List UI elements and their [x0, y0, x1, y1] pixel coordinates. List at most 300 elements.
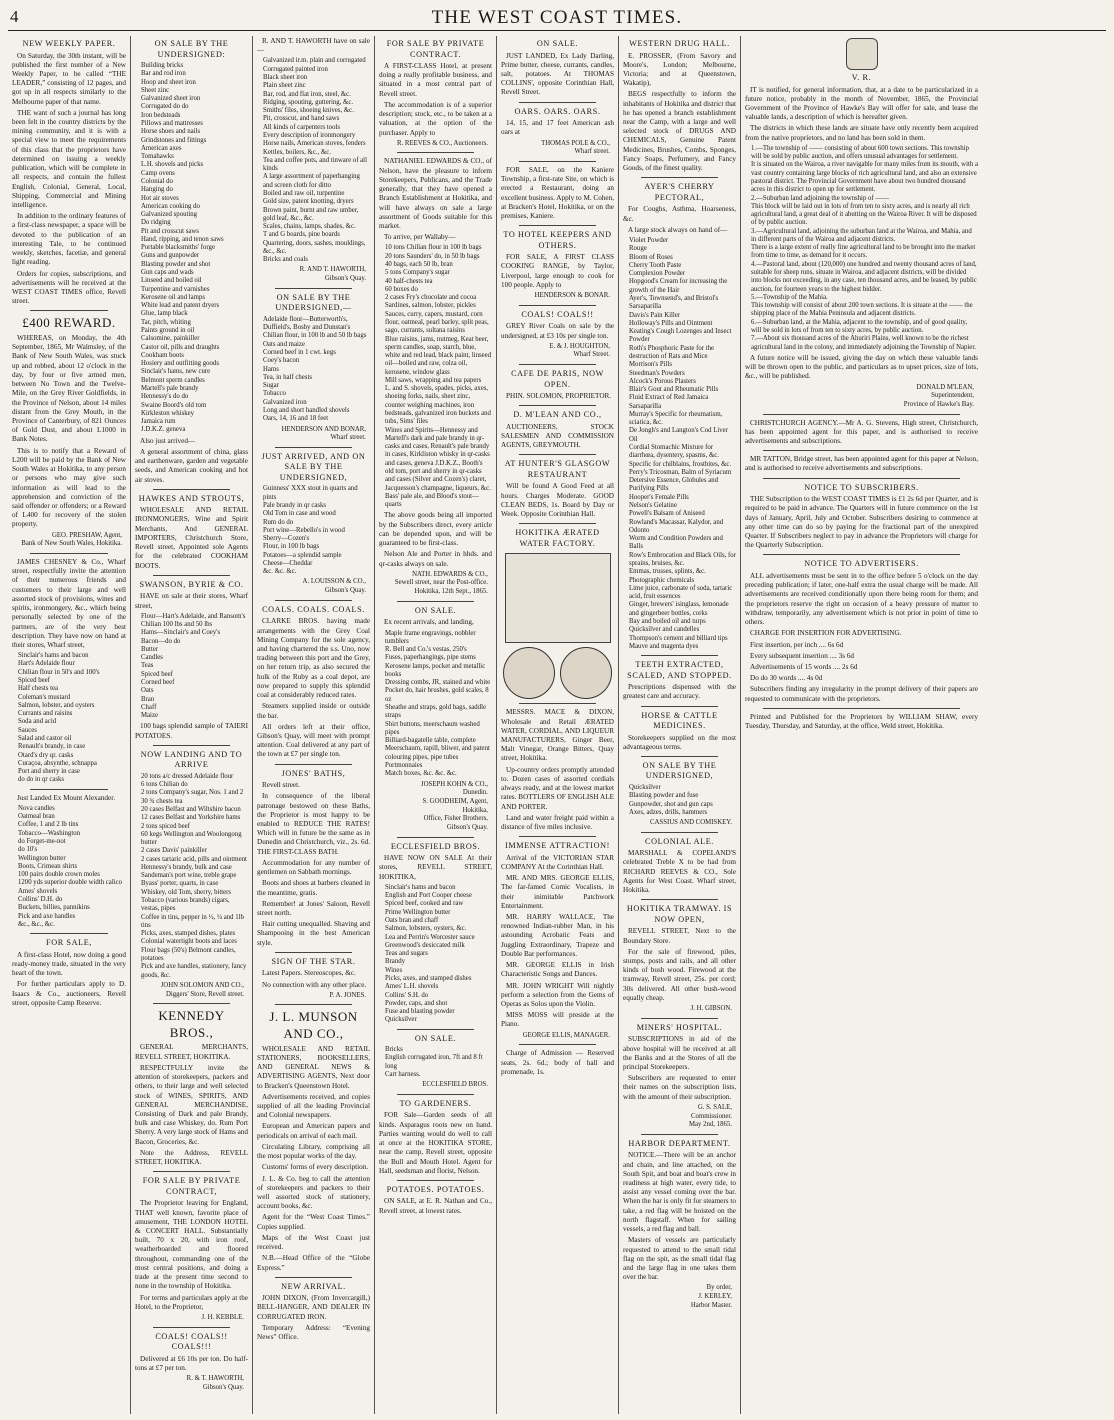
list-item: Hopgood's Cream for increasing the growth of the Hair	[629, 278, 728, 294]
signature-line: Sewell street, near the Post-office.	[394, 579, 488, 587]
divider-rule	[519, 305, 596, 306]
ad-paragraph: BEGS respectfully to inform the inhabitants of Hokitika and district that he has opened a branch establishment near the Camp, with a large and well selected stock of DRUGS AND CHEMICALS, Genuine Patent Medicines, Brushes, Combs, Sponges, Fancy Soaps, Perfumery, and Fancy Goods, of the finest quality.	[623, 90, 736, 173]
divider-rule	[275, 764, 352, 765]
ad-paragraph: Up-country orders promptly attended to. Dozen cases of assorted cordials always ready, and at the lowest market rates. BOTTLERS OF ENGLISH ALE AND PORTER.	[501, 765, 614, 811]
ad-paragraph: No connection with any other place.	[262, 980, 367, 989]
list-item: Quicksilver	[629, 783, 661, 791]
list-item: Jamaica rum	[141, 418, 176, 426]
ad-paragraph: CHRISTCHURCH AGENCY.—Mr A. G. Stevens, High street, Christchurch, has been appointed agent for this paper, and is authorised to receive advertisements and subscriptions.	[745, 418, 978, 445]
list-item: Hennessy's do do	[141, 393, 189, 401]
divider-rule	[275, 1277, 352, 1278]
divider-rule	[763, 478, 960, 479]
list-item: Wellington butter	[18, 854, 66, 862]
list-item: All kinds of carpenters tools	[263, 123, 341, 131]
list-item: Long and short handled shovels	[263, 406, 350, 414]
ad-paragraph: For the sale of firewood, piles, stumps, posts and rails, and all other kinds of bush wood. Firewood at the tramway, Revell street, 25s. per cord; 30s delivered. All other bush-wood equally cheap.	[623, 947, 736, 1002]
list-item: Corned beef in 1 cwt. kegs	[263, 348, 336, 356]
list-item: De Jongh's and Langton's Cod Liver Oil	[629, 427, 728, 443]
list-item: 20 tons a/c dressed Adelaide flour	[141, 772, 234, 780]
list-item: Spiced beef	[141, 670, 173, 678]
divider-rule	[30, 310, 108, 311]
list-item: Flour bags (50's) Belmont candles, potatoes	[141, 946, 236, 962]
list-item: Sheet zinc	[141, 86, 170, 94]
item-list	[379, 244, 492, 509]
ad-paragraph: N.B.—Head Office of the “Globe Express.”	[257, 1254, 370, 1272]
ad-paragraph: MR. AND MRS. GEORGE ELLIS, The far-famed Comic Vocalists, in their inimitable Patchwork Entertainment.	[501, 874, 614, 910]
list-item: Pick and axe handles	[18, 912, 76, 920]
divider-rule	[397, 1094, 474, 1095]
advertisement	[501, 405, 614, 450]
list-item: Butter	[141, 645, 158, 653]
list-item: Ridging, spouting, guttering, &c.	[263, 98, 354, 106]
list-item: Bricks and coals	[263, 256, 308, 264]
item-list	[135, 773, 248, 980]
ad-heading: JUST ARRIVED, AND ON SALE BY THE UNDERSIGNED,	[261, 451, 366, 482]
divider-rule	[519, 225, 596, 226]
list-item: Morrison's Pills	[629, 361, 672, 369]
ad-heading: SWANSON, BYRIE & CO.	[139, 579, 244, 589]
ad-paragraph: IT is notified, for general information, that, at a date to be particularized in a future notice, probably in the month of November, 1865, the Provincial Government of the Province of Hawke's Bay will offer for sale, and lease the valuable lands, a description of which is hereafter given.	[745, 85, 978, 122]
divider-rule	[641, 899, 718, 900]
divider-rule	[153, 575, 230, 576]
signature-line: Hokitika,	[462, 806, 488, 814]
advertisement	[501, 161, 614, 221]
ad-paragraph: WHOLESALE AND RETAIL IRONMONGERS, Wine and Spirit Merchants, And GENERAL IMPORTERS, Christchurch Store, Revell street, Appointed sole Agents for the celebrated COOKHAM BOOTS.	[135, 506, 248, 570]
list-item: Collins' D.H. do	[18, 896, 63, 903]
advertisement	[12, 310, 126, 549]
list-item: Half chests tea	[18, 685, 59, 693]
masthead	[8, 4, 1106, 31]
list-item: 100 pairs double crown moles	[18, 871, 100, 879]
advertisement	[501, 703, 614, 832]
ad-paragraph: ALL advertisements must be sent in to the office before 5 o'clock on the day preceding publication; if later, one-half extra the usual charge will be made. All advertisements are received conditionally upon there being room for them; and the proprietors reserve the right on occasion of a heavy pressure of matter to withdraw, temporarily, any advertisement which is not prior in point of time to others.	[745, 571, 978, 627]
ad-paragraph: Circulating Library, comprising all the most popular works of the day.	[257, 1142, 370, 1161]
list-item: 2 cases Fry's chocolate and cocoa	[385, 294, 477, 302]
list-item: Martell's pale brandy	[141, 384, 199, 392]
list-item: Hanging do	[141, 186, 173, 194]
ad-paragraph: A general assortment of china, glass and earthenware, garden and vegetable seeds, and American cooking and hot air stoves.	[135, 447, 248, 484]
signature-line: Gibson's Quay.	[324, 587, 366, 595]
list-item: Powder, caps, and shot	[385, 999, 448, 1007]
list-item: Bran	[141, 695, 155, 703]
list-item: 3.—Agricultural land, adjoining the suburban land at the Wairoa, and Mahia, and in different parts of the Wairoa and adjacent districts.	[751, 227, 972, 243]
ad-paragraph: JOHN DIXON, (From Invercargill,) BELL-HANGER, AND DEALER IN CORRUGATED IRON.	[257, 1294, 370, 1321]
list-item: Flour—Hart's Adelaide, and Ransom's Chilian 100 lbs and 50 lbs	[141, 612, 246, 628]
list-item: do do in qr casks	[18, 776, 65, 784]
ad-heading: COALS! COALS!! COALS!!!	[155, 1331, 228, 1352]
list-item: 20 tons Saunders' do, in 50 lb bags	[385, 252, 480, 260]
list-item: Sardines, salmon, lobster, pickles	[385, 302, 476, 310]
list-item: Blair's Gout and Rheumatic Pills	[629, 386, 719, 394]
ad-paragraph: For further particulars apply to D. Isaacs & Co., auctioneers, Revell street, opposite Camp Reserve.	[12, 980, 126, 1007]
signature-line: ECCLESFIELD BROS.	[422, 1081, 488, 1089]
column-5	[496, 36, 618, 1414]
list-item: Picks, axes, stamped dishes, plates	[141, 930, 236, 938]
ad-paragraph: Customs' forms of every description.	[262, 1163, 369, 1172]
advertisement	[379, 152, 492, 596]
list-item: Tomahawks	[141, 153, 174, 161]
column-2	[130, 36, 252, 1414]
item-list	[623, 237, 736, 651]
ad-heading: ON SALE BY THE UNDERSIGNED:	[154, 39, 229, 59]
ad-paragraph: For Coughs, Asthma, Hoarseness, &c.	[623, 205, 736, 223]
ad-paragraph: THE Subscription to the WEST COAST TIMES is £1 2s 6d per Quarter, and is required to be paid in advance. The Quarters will in future commence on the 1st days of January, April, July and October. Subscribers desiring to commence at any other time can do so by paying for the fractional part of the unexpired Quarter. If Subscribers neglect to pay in advance the Proprietors will charge for the Quarterly Subscription.	[745, 495, 978, 550]
ad-paragraph: HAVE on sale at their stores, Wharf street,	[135, 592, 248, 610]
list-item: Old Tom in case and wood	[263, 510, 336, 518]
newspaper-title: THE WEST COAST TIMES.	[431, 7, 683, 28]
ad-heading: HOKITIKA TRAMWAY. IS NOW OPEN,	[626, 904, 733, 924]
list-item: Sinclair's hams and bacon	[385, 883, 456, 891]
list-item: Alcock's Porous Plasters	[629, 377, 696, 385]
signature-line: HENDERSON AND BONAR,	[281, 425, 366, 433]
list-item: R. Bell and Co.'s vestas, 250's	[385, 646, 467, 654]
divider-rule	[519, 454, 596, 455]
divider-rule	[397, 601, 474, 602]
ad-heading: FOR SALE,	[46, 938, 92, 948]
list-item: do Forget-me-not	[18, 838, 66, 846]
list-item: Shirt buttons, meerschaum washed pipes	[385, 720, 480, 736]
list-item: Rowland's Macassar, Kalydor, and Odonto	[629, 518, 724, 534]
list-item: Chaff	[141, 703, 157, 711]
divider-rule	[763, 554, 960, 555]
ad-heading: V. R.	[851, 73, 872, 82]
list-item: 12 cases Belfast and Yorkshire hams	[141, 814, 241, 822]
ad-paragraph: First insertion, per inch .... 6s 6d	[750, 640, 844, 649]
advertisement	[623, 706, 736, 752]
ad-paragraph: MR. HARRY WALLACE, The renowned Indian-rubber Man, in his astounding Acrobatic Feats and Juggling Extraordinary, Trapeze and Double Bar performances.	[501, 913, 614, 958]
ad-paragraph: Hair cutting unequalled. Shaving and Shampooing in the best American style.	[257, 920, 370, 947]
list-item: Bar, rod, and flat iron, steel, &c.	[263, 90, 351, 98]
item-list	[12, 805, 126, 929]
list-item: Maize	[141, 712, 158, 720]
divider-rule	[153, 489, 230, 490]
ad-paragraph: FOR Sale—Garden seeds of all kinds. Asparagus roots new on hand. Parties wanting would do well to call at once at the HOKITIKA STORE, near the camp, Revell street, opposite the Bull and Mouth Hotel. Agent for Hall, seedsman and florist, Nelson.	[379, 1111, 492, 1175]
divider-rule	[641, 756, 718, 757]
ad-paragraph: GENERAL MERCHANTS, REVELL STREET, HOKITIKA.	[135, 1043, 248, 1061]
signature-line: R. & T. HAWORTH,	[186, 1375, 244, 1383]
ad-heading: TO HOTEL KEEPERS AND OTHERS.	[503, 230, 612, 250]
list-item: Gun caps and wads	[141, 269, 194, 277]
list-item: Sauces, curry, capers, mustard, corn flour, oatmeal, pearl barley, split peas, sago, currants, sultana raisins	[385, 310, 489, 335]
signature-line: CASSIUS AND COMISKEY.	[649, 819, 732, 827]
list-item: 6.—Suburban land, at the Mahia, adjacent to the township, and of good quality, will be sold in lots of from ten to sixty acres, by public auction.	[751, 318, 968, 334]
list-item: Ames' L.H. shovels	[385, 983, 439, 991]
ad-paragraph: In addition to the ordinary features of a first-class newspaper, a space will be devoted to the publication of an interesting Tale, to be continued weekly, sketches, facetiæ, and general light reading.	[12, 212, 126, 267]
divider-rule	[519, 102, 596, 103]
ad-paragraph: A future notice will be issued, giving the day on which these valuable lands will be thrown open to the public, and particulars as to upset prices, size of lots, &c., will be published.	[745, 353, 978, 381]
advertisement	[501, 39, 614, 98]
list-item: T and G boards, pine boards	[263, 231, 340, 239]
list-item: Oats and maize	[263, 340, 305, 348]
list-item: Colonial do	[141, 177, 173, 185]
list-item: Portmonnaies	[385, 762, 423, 769]
advertisement	[501, 836, 614, 1040]
signature-line: THOMAS POLE & CO.,	[541, 139, 610, 147]
advertisement	[135, 489, 248, 571]
list-item: Linseed and boiled oil	[141, 277, 202, 285]
item-list	[623, 784, 736, 817]
signature-line: J. H. KEBBLE.	[201, 1313, 244, 1321]
ad-paragraph: Land and water freight paid within a distance of five miles inclusive.	[501, 813, 614, 831]
list-item: Tobacco (various brands) cigars, vestas, pipes	[141, 897, 230, 913]
column-1	[8, 36, 130, 1414]
list-item: Salmon, lobsters, oysters, &c.	[385, 925, 467, 933]
list-item: Collins' S.H. do	[385, 991, 429, 999]
ad-paragraph: A FIRST-CLASS Hotel, at present doing a really profitable business, and situated in a most central part of Revell street.	[379, 62, 492, 98]
list-item: This township will consist of about 200 town sections. It is situate at the —— the shipping place of the Mahia Peninsula and adjacent districts.	[751, 302, 973, 318]
list-item: It is situated on the Wairoa, a river navigable for many miles from its mouth, with a vast country containing large blocks of rich agricultural land, and also an extensive pastoral district. The Provincial Government have about two hundred thousand acres in this district to open up for settlement.	[751, 161, 978, 194]
list-item: Hooper's Female Pills	[629, 493, 689, 501]
signature-line: P. A. JONES.	[329, 991, 366, 999]
signature-line: Gibson's Quay.	[446, 824, 488, 831]
list-item: A large assortment of paperhanging and screen cloth for ditto	[263, 173, 360, 189]
divider-rule	[641, 177, 718, 178]
ad-paragraph: MR. GEORGE ELLIS in Irish Characteristic Songs and Dances.	[501, 961, 614, 979]
list-item: Camp ovens	[141, 169, 175, 177]
ad-paragraph: Latest Papers. Stereoscopes, &c.	[262, 969, 356, 978]
ad-paragraph: The districts in which these lands are situate have only recently been acquired from the native proprietors, and no land has been sold in them.	[745, 124, 978, 142]
page-number: 4	[10, 7, 19, 26]
list-item: Brown paint, burnt and raw umber, gold leaf, &c., &c.	[263, 206, 359, 222]
advertisement	[12, 933, 126, 1008]
list-item: 10 tons Chilian flour in 100 lb bags	[385, 244, 482, 252]
ad-heading: ON SALE.	[414, 1033, 457, 1043]
advertisement	[623, 899, 736, 1013]
factory-illustration	[505, 553, 611, 643]
list-item: Calsomine, painkiller	[141, 335, 200, 343]
ad-paragraph: Arrival of the VICTORIAN STAR COMPANY At the Corinthian Hall.	[501, 853, 614, 871]
list-item: Iron bedsteads	[141, 111, 181, 119]
divider-rule	[397, 1180, 474, 1181]
ad-paragraph: Ex recent arrivals, and landing,	[384, 618, 474, 627]
ad-paragraph: NATHANIEL EDWARDS & CO., of Nelson, have the pleasure to inform Storekeepers, Publicans, and the Trade generally, that they have opened a Branch Establishment at Hokitika, and will have always on sale a large assortment of Goods suitable for this market.	[379, 157, 492, 230]
list-item: Currants and raisins	[18, 710, 73, 718]
list-item: Portable blacksmiths' forge	[141, 244, 215, 252]
divider-rule	[153, 1327, 230, 1328]
list-item: Cheese—Cheddar	[263, 559, 313, 567]
ad-paragraph: For terms and particulars apply at the Hotel, to the Proprietor,	[135, 1293, 248, 1311]
ad-paragraph: MR. JOHN WRIGHT Will nightly perform a selection from the Gems of Operas as Solos upon the Violin.	[501, 981, 614, 1008]
advertisement	[501, 454, 614, 519]
column-3	[252, 36, 374, 1414]
list-item: Bloom of Roses	[629, 253, 673, 261]
list-item: 40 bags, each 50 lb, bran	[385, 260, 453, 268]
list-item: Lime juice, carbonate of soda, tartaric acid, fruit essences	[629, 584, 733, 601]
advertisement	[745, 414, 978, 447]
ad-paragraph: Subscribers are requested to enter their names on the subscription lists, with the amount of their subscription.	[623, 1074, 736, 1101]
list-item: do 10's	[18, 846, 38, 854]
list-item: Hosiery and outfitting goods	[141, 360, 219, 368]
list-item: Every description of ironmongery	[263, 131, 356, 139]
ad-paragraph: NOTICE.—There will be an anchor and chain, and line attached, on the South Spit, and boat and boat's crew in readiness at high water, every tide, to assist any vessel coming over the bar. When the bar is only fit for steamers to take, a red flag will be hoisted on the north flagstaff. When for sailing vessels, a red flag and ball.	[623, 1151, 736, 1234]
list-item: Sauces	[18, 726, 37, 734]
item-list	[257, 485, 370, 576]
list-item: American axes	[141, 144, 182, 152]
advertisement	[12, 39, 126, 306]
list-item: 5 tons Company's sugar	[385, 269, 450, 277]
list-item: 7.—About six thousand acres of the Ahuriri Plains, well known to be the richest agricultural land in the colony, and immediately adjoining the Township of Napier.	[751, 335, 976, 351]
list-item: Nova candles	[18, 804, 55, 812]
list-item: Whiskey, old Tom, sherry, bitters	[141, 888, 232, 896]
divider-rule	[763, 450, 960, 451]
advertisement	[501, 102, 614, 157]
list-item: Photographic chemicals	[629, 576, 695, 584]
signature-line: J. KERLEY,	[698, 1293, 732, 1301]
list-item: Lea and Perrin's Worcester sauce	[385, 933, 475, 941]
advertisement	[12, 553, 126, 785]
ad-heading: TO GARDENERS.	[399, 1098, 472, 1108]
list-item: Brandy	[385, 958, 406, 966]
list-item: Kirkleston whiskey	[141, 409, 195, 417]
list-item: Galvanized sheet iron	[141, 95, 201, 103]
list-item: Coey's bacon	[263, 357, 300, 365]
ad-heading: NOTICE TO SUBSCRIBERS.	[804, 482, 919, 492]
list-item: Curaçoa, absynthe, schnappa	[18, 759, 97, 767]
ad-paragraph: GREY River Coals on sale by the undersigned, at £3 10s per single ton.	[501, 322, 614, 340]
ad-paragraph: FOR SALE, A FIRST CLASS COOKING RANGE, by Taylor, Liverpool, large enough to cook for 100 people. Apply to	[501, 253, 614, 289]
ad-heading: ON SALE BY THE UNDERSIGNED,	[642, 760, 717, 781]
ad-heading: D. M'LEAN AND CO.,	[513, 410, 602, 420]
advertisement	[623, 1018, 736, 1130]
advertisement	[745, 554, 978, 703]
list-item: Scales, chains, lamps, shades, &c.	[263, 223, 356, 231]
advertisement	[257, 447, 370, 596]
ad-heading: ECCLESFIELD BROS.	[390, 841, 481, 851]
royal-crest-icon	[846, 38, 878, 70]
list-item: Pit, crosscut, and hand saws	[263, 115, 340, 123]
ad-heading: NEW WEEKLY PAPER.	[22, 39, 116, 48]
ad-heading: COLONIAL ALE.	[645, 836, 714, 846]
ad-paragraph: Maps of the West Coast just received.	[257, 1233, 370, 1252]
divider-rule	[641, 832, 718, 833]
ad-paragraph: Boots and shoes at barbers cleaned in the meantime, gratis.	[257, 879, 370, 897]
ad-paragraph: Advertisements received, and copies supplied of all the leading Provincial and Colonial newspapers.	[257, 1092, 370, 1120]
list-item: English and Port Cooper cheese	[385, 892, 472, 900]
list-item: Teas	[141, 662, 154, 670]
ad-paragraph: Masters of vessels are particularly requested to attend to the small tidal flag on the spit, as the small tidal flag and the large flag in one takes them over the bar.	[623, 1236, 736, 1282]
list-item: Bar and rod iron	[141, 70, 186, 78]
list-item: Oats	[141, 687, 154, 695]
list-item: Cart harness.	[385, 1070, 421, 1078]
list-item: Coffee, 1 and 2 lb tins	[18, 821, 79, 829]
divider-rule	[275, 447, 352, 448]
ad-heading: NOTICE TO ADVERTISERS.	[804, 559, 919, 569]
list-item: 2 tons Company's sugar, Nos. 1 and 2	[141, 789, 244, 797]
list-item: Rum do do	[263, 518, 294, 526]
ad-heading: J. L. MUNSON AND CO.,	[269, 1009, 358, 1042]
item-list	[135, 613, 248, 721]
advertisement	[379, 601, 492, 833]
list-item: Cherry Tooth Paste	[629, 261, 682, 269]
list-item: Bass' pale ale, and Blood's stout—quarts	[385, 492, 479, 509]
divider-rule	[153, 745, 230, 746]
list-item: Ginger, brewers' isinglass, lemonade and gingerbeer bottles, corks	[629, 601, 729, 617]
list-item: Fuse and blasting powder	[385, 1008, 455, 1016]
list-item: Sinclair's hams, new cure	[141, 368, 211, 376]
list-item: Sandeman's port wine, treble grape	[141, 872, 237, 880]
list-item: Swaine Boord's old tom	[141, 401, 207, 409]
ad-paragraph: Delivered at £6 10s per ton. Do half-tons at £7 per ton.	[135, 1354, 248, 1372]
divider-rule	[30, 553, 108, 554]
signature-line: GEORGE ELLIS, MANAGER.	[522, 1031, 610, 1039]
ad-paragraph: MR TATTON, Bridge street, has been appointed agent for this paper at Nelson, and is authorised to receive advertisements and subscriptions.	[745, 455, 978, 473]
ad-heading: NEW ARRIVAL.	[281, 1281, 346, 1291]
list-item: Do ridging	[141, 219, 171, 227]
advertisement	[623, 39, 736, 173]
list-item: Castor oil, pills and draughts	[141, 343, 220, 351]
ad-heading: ON SALE.	[536, 39, 579, 48]
list-item: Complexion Powder	[629, 270, 686, 278]
list-item: Roth's Phosphoric Paste for the destruction of Rats and Mice	[629, 344, 715, 360]
list-item: Powell's Balsam of Aniseed	[629, 510, 705, 518]
list-item: Holloway's Pills and Ointment	[629, 319, 713, 327]
list-item: Galvanized spouting	[141, 211, 198, 219]
advertisement	[379, 1180, 492, 1216]
list-item: Hoop and sheet iron	[141, 78, 196, 86]
ad-paragraph: REVELL STREET, Next to the Boundary Store.	[623, 927, 736, 945]
ad-paragraph: Nelson Ale and Porter in hhds. and qr-casks always on sale.	[379, 550, 492, 568]
item-list	[257, 57, 370, 264]
divider-rule	[397, 837, 474, 838]
medal-pair	[501, 647, 614, 699]
ad-paragraph: E. PROSSER, (From Savory and Moore's, London; Melbourne, Victoria; and at Queenstown, Wakatip),	[623, 51, 736, 88]
signature-line: Wharf street.	[330, 434, 366, 442]
list-item: Tobacco	[263, 390, 286, 398]
advertisement	[623, 832, 736, 896]
list-item: Renault's brandy, in case	[18, 743, 86, 751]
advertisement	[745, 450, 978, 473]
list-item: Axes, adzes, drills, hammers	[629, 808, 708, 816]
ad-heading: SIGN OF THE STAR.	[271, 956, 356, 966]
list-item: Horse shoes and nails	[141, 128, 201, 136]
list-item: Wines	[385, 966, 403, 974]
ad-paragraph: MISS MOSS will preside at the Piano.	[501, 1011, 614, 1029]
list-item: 2 tons spiced beef	[141, 822, 190, 830]
list-item: 4.—Pastoral land, about (120,000) one hundred and twenty thousand acres of land, suitable for sheep runs, situate in Wairoa, and adjacent districts, will be divided into blocks not exceeding, in any case, ten thousand acres, and be leased, by public auction, for fourteen years to the highest bidder.	[751, 260, 977, 293]
divider-rule	[30, 933, 108, 934]
ad-paragraph: All orders left at their office, Gibson's Quay, will meet with prompt attention. Coal delivered at any part of the town at £7 per single ton.	[257, 722, 370, 759]
ad-heading: ON SALE BY THE UNDERSIGNED,—	[275, 292, 352, 313]
divider-rule	[641, 706, 718, 707]
list-item: Gold size, patent knotting, dryers	[263, 198, 354, 206]
list-item: Chilian flour, in 100 lb and 50 lb bags	[263, 332, 367, 340]
ad-heading: HAWKES AND STROUTS,	[138, 493, 245, 503]
divider-rule	[519, 364, 596, 365]
advertisement	[257, 764, 370, 948]
list-item: Belmont sperm candles	[141, 376, 205, 384]
item-list	[379, 1046, 492, 1079]
advertisement	[501, 305, 614, 360]
ad-paragraph: Note the Address, REVELL STREET, HOKITIKA.	[135, 1148, 248, 1167]
list-item: Corrugated painted iron	[263, 65, 328, 73]
ad-paragraph: Printed and Published for the Proprietors by WILLIAM SHAW, every Tuesday, Thursday, and Saturday, at the office, Weld street, Hokitika.	[745, 712, 978, 731]
list-item: Galvanized iron	[263, 398, 307, 406]
list-item: Kerosene oil and lamps	[141, 293, 205, 301]
list-item: 30 ¾ chests tea	[141, 797, 183, 805]
advertisement	[623, 655, 736, 701]
list-item: Cordial Stomachic Mixture for diarrhœa, dysentery, spasms, &c.	[629, 444, 719, 460]
list-item: Bricks	[385, 1046, 403, 1054]
list-item: Mauve and magenta dyes	[629, 642, 699, 650]
ad-heading: KENNEDY BROS.,	[158, 1008, 225, 1040]
list-item: Bacon—do do	[141, 637, 181, 645]
list-item: Spiced beef, cooked and raw	[385, 900, 464, 908]
list-item: Buckets, billies, pannikins	[18, 904, 90, 912]
signature-line: E. & J. HOUGHTON,	[549, 342, 610, 350]
item-list	[745, 145, 978, 352]
advertisement	[135, 1171, 248, 1322]
signature-line: Gibson's Quay.	[324, 275, 366, 283]
